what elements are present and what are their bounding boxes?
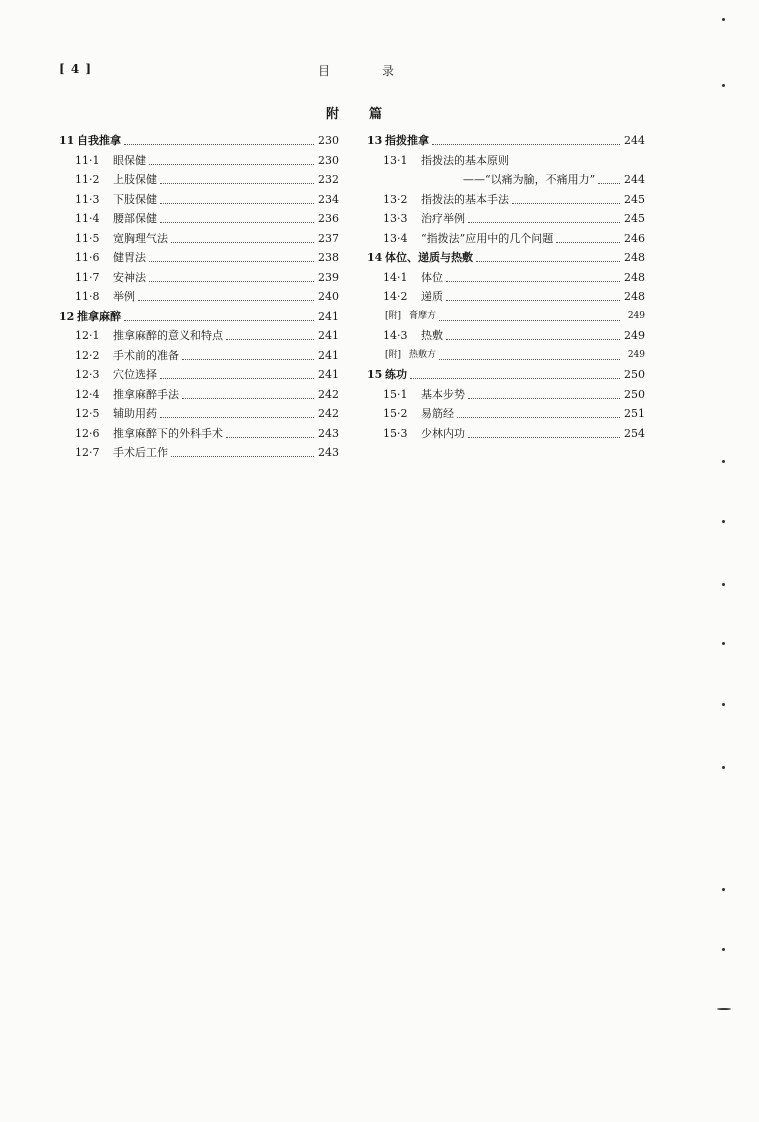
- dot-leader: [556, 236, 620, 243]
- toc-entry-title: 易筋经: [421, 407, 454, 420]
- toc-entry: [59, 444, 339, 464]
- toc-entry-title: 眼保健: [113, 153, 146, 167]
- toc-chapter-entry: [367, 132, 645, 152]
- toc-entry-title: “指拨法”应用中的几个问题: [421, 231, 554, 245]
- toc-page-number: 242: [318, 387, 339, 401]
- toc-entry-number: 15·3: [383, 426, 408, 440]
- dot-leader: [138, 294, 314, 301]
- toc-entry-title: 体位、递质与热敷: [385, 251, 473, 264]
- toc-entry: [367, 308, 645, 328]
- toc-entry-title: 指拨法的基本原则: [421, 153, 509, 167]
- toc-entry-number: 12·2: [75, 348, 100, 362]
- dot-leader: [457, 411, 620, 418]
- toc-page-number: 234: [318, 192, 339, 206]
- toc-entry: [59, 425, 339, 445]
- toc-entry-title: 练功: [385, 368, 407, 381]
- toc-entry-title: 推拿麻醉下的外科手术: [113, 426, 223, 440]
- scan-speck: [722, 18, 725, 21]
- toc-page-number: 239: [318, 270, 339, 284]
- scan-speck: [717, 1008, 731, 1010]
- toc-entry-title: 上肢保健: [113, 173, 157, 186]
- toc-entry-number: 12: [59, 309, 75, 323]
- toc-entry: [59, 152, 339, 172]
- dot-leader: [468, 216, 620, 223]
- toc-page-number: 249: [627, 310, 645, 321]
- toc-entry-number: 12·4: [75, 387, 100, 401]
- dot-leader: [160, 177, 314, 184]
- running-header-title: 目录: [318, 64, 447, 78]
- toc-entry-number: 12·1: [75, 329, 100, 342]
- toc-entry-title: 健胃法: [113, 251, 146, 264]
- section-title: 附篇: [326, 107, 413, 122]
- toc-entry: [367, 405, 645, 425]
- scan-speck: [722, 703, 725, 706]
- toc-entry-number: 12·7: [75, 446, 100, 459]
- toc-page-number: 244: [624, 134, 645, 147]
- toc-page-number: 249: [627, 349, 645, 360]
- toc-entry: [367, 210, 645, 230]
- toc-entry: [59, 288, 339, 308]
- toc-entry-number: 11·6: [75, 251, 100, 264]
- toc-entry-title: 推拿麻醉的意义和特点: [113, 329, 223, 342]
- toc-entry-title: 递质: [421, 290, 443, 303]
- toc-entry-title: 体位: [421, 270, 443, 284]
- toc-entry-title: 指拨法的基本手法: [421, 192, 509, 206]
- toc-entry-number: 13·3: [383, 212, 408, 225]
- toc-page-number: 241: [318, 329, 339, 342]
- toc-entry-number: 11·1: [75, 153, 100, 167]
- toc-entry-number: 11·4: [75, 212, 100, 225]
- toc-page-number: 240: [318, 290, 339, 303]
- toc-entry-title: 手术前的准备: [113, 348, 179, 362]
- toc-chapter-entry: [367, 366, 645, 386]
- dot-leader: [124, 314, 314, 321]
- dot-leader: [432, 138, 620, 145]
- scan-speck: [722, 948, 725, 951]
- dot-leader: [410, 372, 620, 379]
- dot-leader: [446, 275, 620, 282]
- toc-entry-number: 15·1: [383, 387, 408, 401]
- toc-entry-title: 安神法: [113, 270, 146, 284]
- toc-page-number: 243: [318, 446, 339, 459]
- toc-entry: [59, 230, 339, 250]
- scan-speck: [722, 520, 725, 523]
- scan-speck: [722, 460, 725, 463]
- toc-note-marker: [附]: [385, 310, 402, 321]
- toc-entry: [59, 191, 339, 211]
- toc-page-number: 236: [318, 212, 339, 225]
- toc-page-number: 248: [624, 251, 645, 264]
- toc-entry-title: 推拿麻醉手法: [113, 387, 179, 401]
- dot-leader: [160, 197, 314, 204]
- toc-entry: [59, 386, 339, 406]
- toc-page-number: 230: [318, 153, 339, 167]
- toc-entry: [59, 210, 339, 230]
- toc-entry-title: 热敷方: [409, 349, 437, 360]
- dot-leader: [124, 138, 314, 145]
- toc-entry-number: 11·5: [75, 231, 100, 245]
- dot-leader: [182, 392, 314, 399]
- toc-entry: [59, 366, 339, 386]
- toc-page-number: 251: [624, 407, 645, 420]
- toc-entry-title: 手术后工作: [113, 446, 168, 459]
- toc-page-number: 250: [624, 387, 645, 401]
- page-number: [ 4 ]: [59, 62, 93, 76]
- dot-leader: [160, 372, 314, 379]
- toc-entry-title: 热敷: [421, 329, 443, 342]
- dot-leader: [226, 431, 314, 438]
- toc-entry: [367, 171, 645, 191]
- toc-page-number: 238: [318, 251, 339, 264]
- toc-chapter-entry: [59, 308, 339, 328]
- dot-leader: [171, 450, 314, 457]
- toc-entry-number: 11·3: [75, 192, 100, 206]
- toc-page-number: 241: [318, 309, 339, 323]
- toc-page-number: 241: [318, 348, 339, 362]
- toc-page-number: 242: [318, 407, 339, 420]
- toc-page-number: 245: [624, 212, 645, 225]
- toc-entry: [367, 230, 645, 250]
- scan-speck: [722, 583, 725, 586]
- toc-page-number: 243: [318, 426, 339, 440]
- toc-page-number: 254: [624, 426, 645, 440]
- toc-page-number: 232: [318, 173, 339, 186]
- toc-entry-number: 14·3: [383, 329, 408, 342]
- dot-leader: [512, 197, 620, 204]
- toc-page-number: 241: [318, 368, 339, 381]
- toc-page-number: 248: [624, 290, 645, 303]
- toc-entry-title: 下肢保健: [113, 192, 157, 206]
- toc-entry: [59, 269, 339, 289]
- dot-leader: [182, 353, 314, 360]
- dot-leader: [439, 314, 620, 321]
- scan-speck: [722, 642, 725, 645]
- toc-entry-number: 14·2: [383, 290, 408, 303]
- toc-entry: [59, 249, 339, 269]
- toc-entry: [367, 269, 645, 289]
- toc-entry-title: 宽胸理气法: [113, 231, 168, 245]
- toc-entry-title: 少林内功: [421, 426, 465, 440]
- toc-entry: [367, 191, 645, 211]
- dot-leader: [468, 392, 620, 399]
- dot-leader: [171, 236, 314, 243]
- dot-leader: [226, 333, 314, 340]
- toc-entry: [367, 347, 645, 367]
- dot-leader: [476, 255, 620, 262]
- toc-entry-number: 13·1: [383, 153, 408, 167]
- dot-leader: [446, 333, 620, 340]
- toc-page-number: 249: [624, 329, 645, 342]
- toc-note-marker: [附]: [385, 349, 402, 360]
- toc-page-number: 246: [624, 231, 645, 245]
- dot-leader: [149, 158, 314, 165]
- toc-entry: [367, 288, 645, 308]
- toc-entry: [59, 171, 339, 191]
- toc-entry-title: 举例: [113, 290, 135, 303]
- toc-entry-number: 11·2: [75, 173, 100, 186]
- toc-entry: [367, 425, 645, 445]
- toc-entry-title: 推拿麻醉: [77, 309, 121, 323]
- toc-page-number: 248: [624, 270, 645, 284]
- toc-entry-number: 11·8: [75, 290, 100, 303]
- scan-speck: [722, 888, 725, 891]
- toc-entry-number: 12·5: [75, 407, 100, 420]
- toc-entry: [59, 405, 339, 425]
- toc-entry: [59, 327, 339, 347]
- toc-entry-title: ——“以痛为腧，不痛用力”: [463, 173, 596, 186]
- toc-right-column: [367, 132, 645, 444]
- toc-entry: [367, 327, 645, 347]
- toc-entry-title: 指拨推拿: [385, 134, 429, 147]
- dot-leader: [160, 411, 314, 418]
- toc-page-number: 237: [318, 231, 339, 245]
- toc-entry-title: 穴位选择: [113, 368, 157, 381]
- toc-entry-number: 12·3: [75, 368, 100, 381]
- scan-speck: [722, 84, 725, 87]
- toc-entry-number: 13: [367, 134, 383, 147]
- toc-entry: [367, 386, 645, 406]
- toc-entry-number: 12·6: [75, 426, 100, 440]
- toc-entry-number: 14: [367, 251, 383, 264]
- toc-left-column: [59, 132, 339, 464]
- dot-leader: [160, 216, 314, 223]
- toc-entry-title: 膏摩方: [409, 310, 437, 321]
- toc-entry-number: 11: [59, 134, 75, 147]
- toc-page-number: 250: [624, 368, 645, 381]
- toc-page-number: 245: [624, 192, 645, 206]
- toc-entry-number: 11·7: [75, 270, 100, 284]
- dot-leader: [446, 294, 620, 301]
- toc-entry: [59, 347, 339, 367]
- toc-entry-title: 基本步势: [421, 387, 465, 401]
- toc-entry-number: 15: [367, 368, 383, 381]
- toc-page-number: 244: [624, 173, 645, 186]
- toc-entry-number: 13·4: [383, 231, 408, 245]
- dot-leader: [149, 255, 314, 262]
- dot-leader: [439, 353, 620, 360]
- dot-leader: [468, 431, 620, 438]
- toc-chapter-entry: [59, 132, 339, 152]
- scan-speck: [722, 766, 725, 769]
- dot-leader: [598, 177, 620, 184]
- toc-entry-title: 治疗举例: [421, 212, 465, 225]
- toc-entry-title: 腰部保健: [113, 212, 157, 225]
- toc-page-number: 230: [318, 134, 339, 147]
- toc-entry-number: 15·2: [383, 407, 408, 420]
- toc-chapter-entry: [367, 249, 645, 269]
- toc-entry-number: 14·1: [383, 270, 408, 284]
- toc-entry-title: 辅助用药: [113, 407, 157, 420]
- toc-entry-number: 13·2: [383, 192, 408, 206]
- toc-entry: [367, 152, 645, 172]
- toc-entry-title: 自我推拿: [77, 134, 121, 147]
- dot-leader: [149, 275, 314, 282]
